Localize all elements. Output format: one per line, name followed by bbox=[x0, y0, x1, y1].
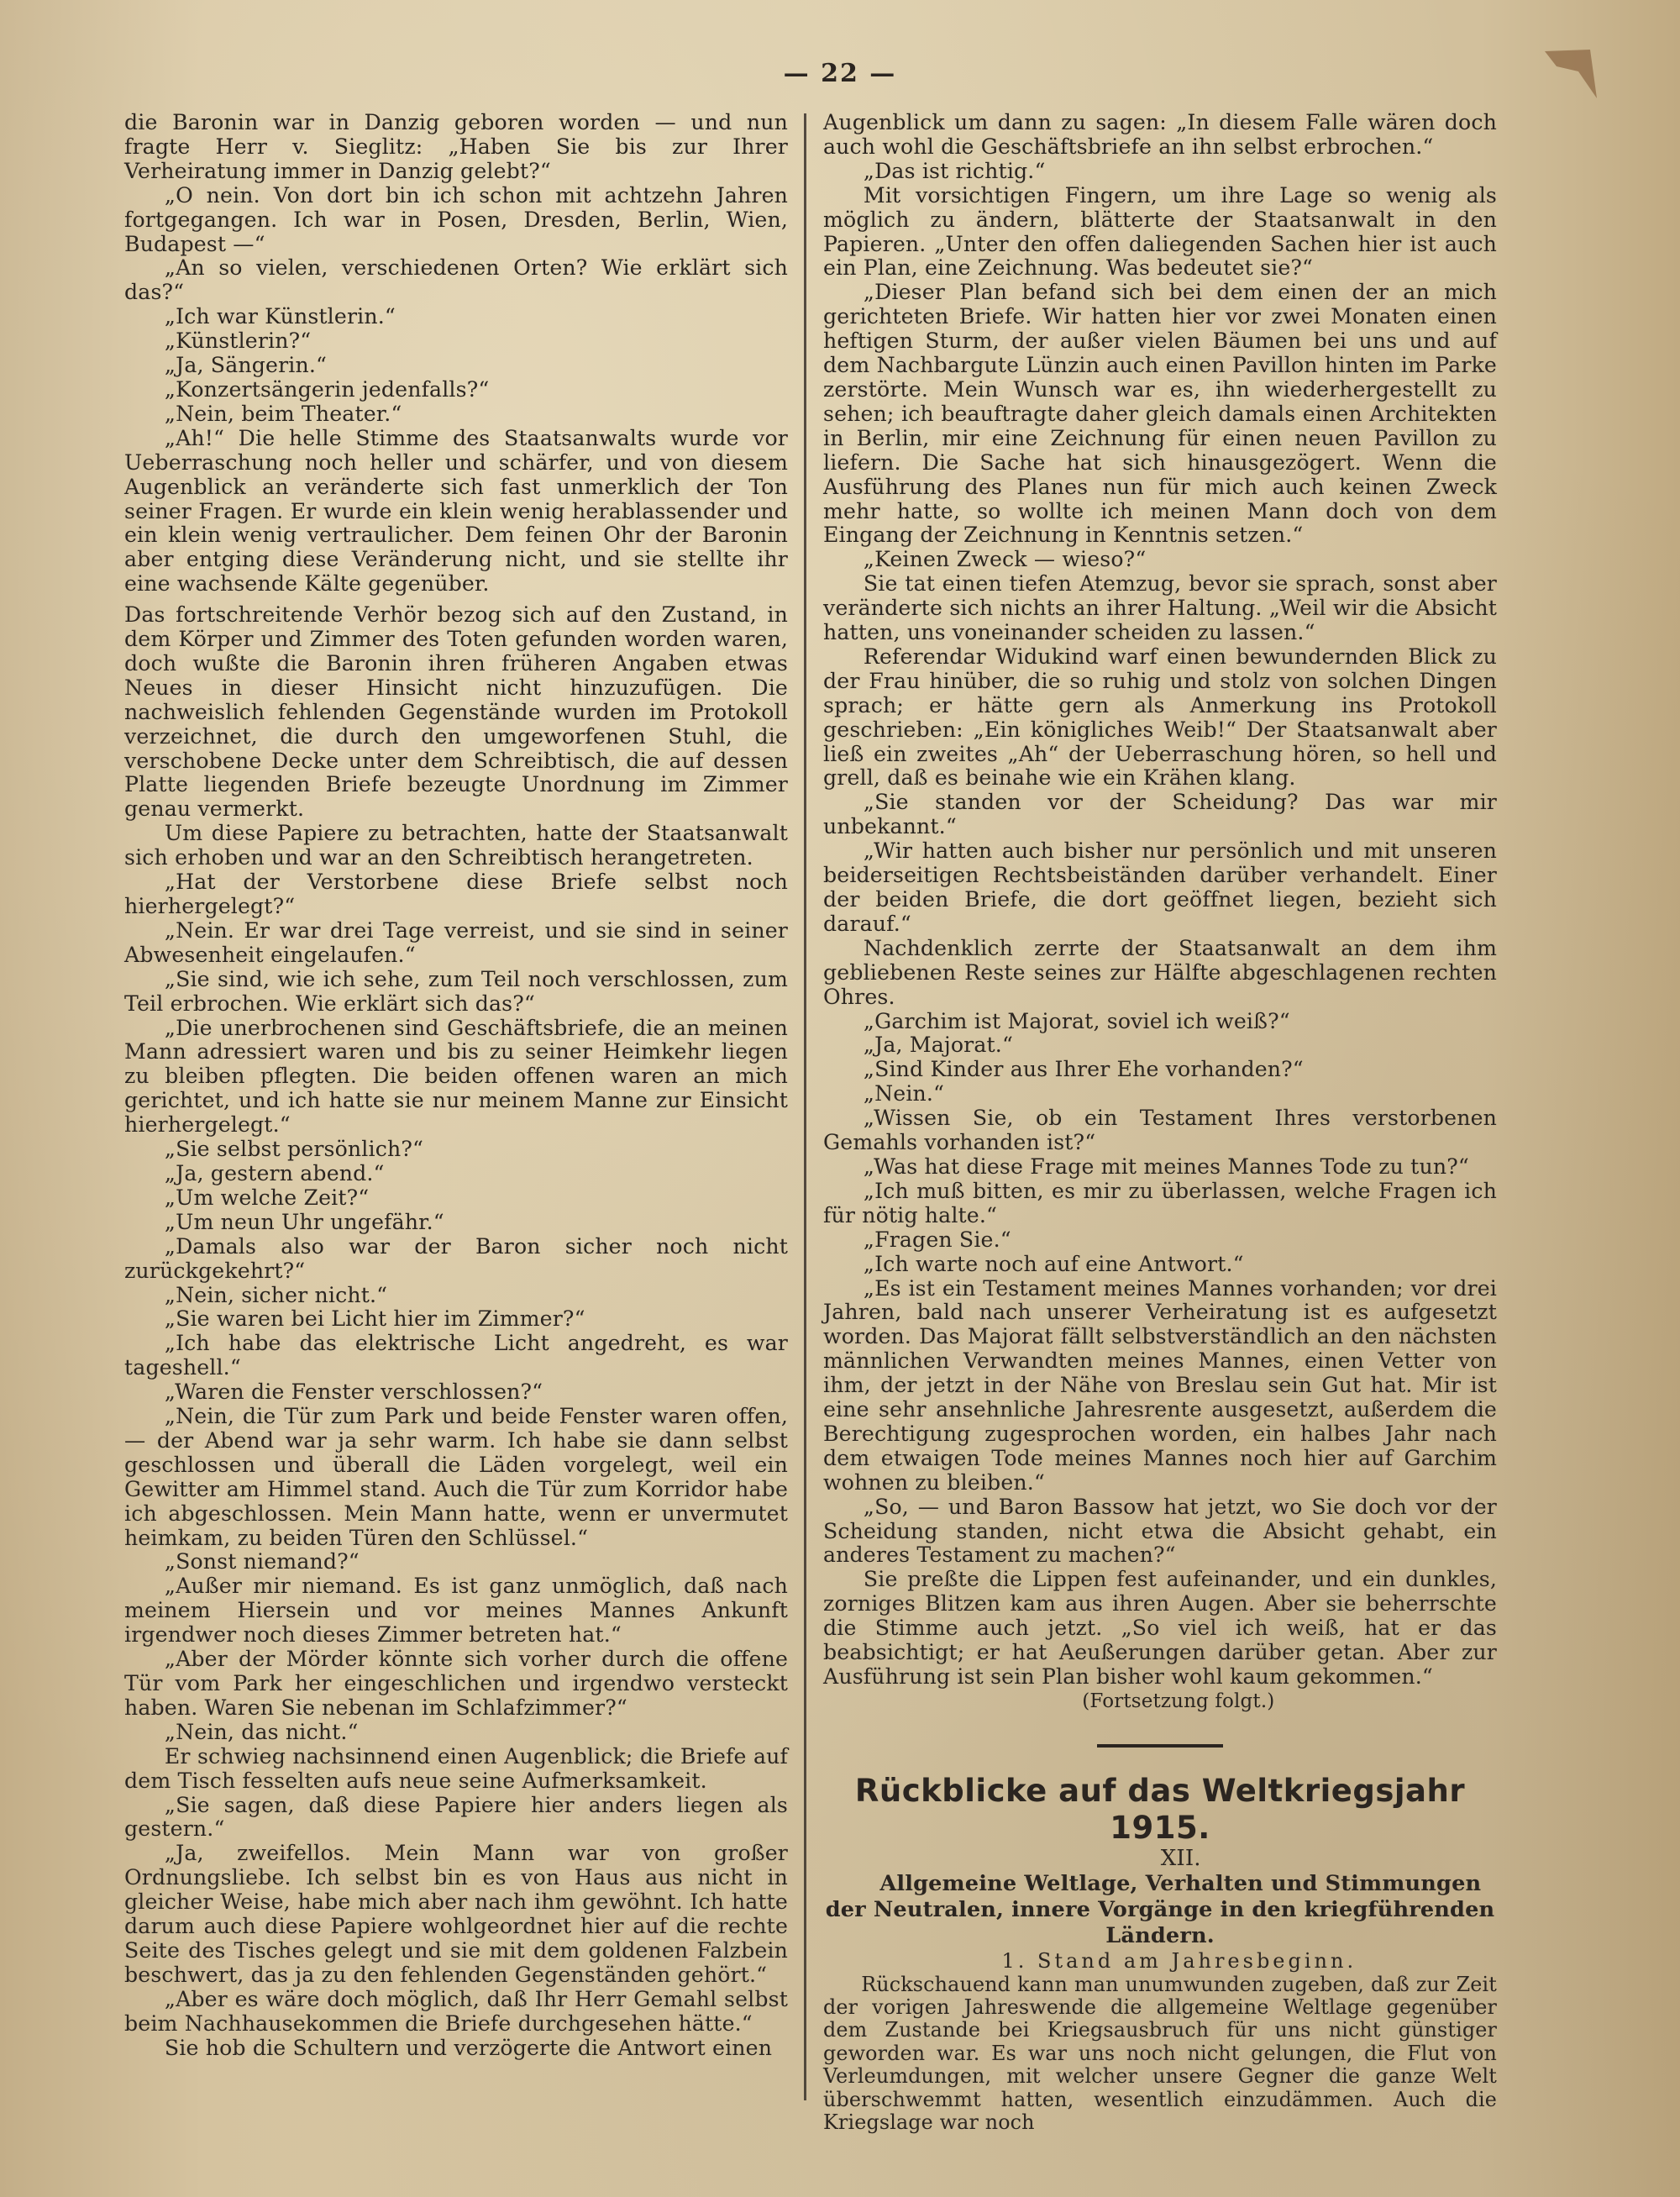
paragraph: „Fragen Sie.“ bbox=[863, 1227, 1011, 1252]
paragraph: „Ja, Sängerin.“ bbox=[164, 353, 328, 378]
paragraph: „Nein, das nicht.“ bbox=[164, 1719, 359, 1744]
paragraph: „Um welche Zeit?“ bbox=[164, 1185, 370, 1210]
paragraph: „Ja, zweifellos. Mein Mann war von großer Ordnungsliebe. Ich selbst bin es von Haus aus nicht in gleicher Weise, habe mich aber nach ihm gewöhnt. Ich hatte darum auch diese Papiere wohlgeordnet hier auf die rechte Seite des Tisches gelegt und sie mit dem goldenen Falzbein beschwert, das ja zu den fehlenden Gegenständen gehört.“ bbox=[124, 1841, 788, 1987]
paragraph: „Garchim ist Majorat, soviel ich weiß?“ bbox=[863, 1008, 1290, 1033]
paragraph: „Um neun Uhr ungefähr.“ bbox=[164, 1209, 444, 1234]
paragraph: Mit vorsichtigen Fingern, um ihre Lage so wenig als möglich zu ändern, blätterte der Staatsanwalt in den Papieren. „Unter den offen daliegenden Sachen hier ist auch ein Plan, eine Zeichnung. Was bedeutet sie?“ bbox=[823, 182, 1497, 281]
paragraph: „Sind Kinder aus Ihrer Ehe vorhanden?“ bbox=[863, 1057, 1304, 1082]
paragraph: „Sie standen vor der Scheidung? Das war mir unbekannt.“ bbox=[823, 790, 1497, 839]
article-numeral: XII. bbox=[1160, 1845, 1201, 1871]
section-separator bbox=[1097, 1744, 1223, 1748]
right-column bbox=[823, 111, 1497, 2134]
paragraph: „Sie selbst persönlich?“ bbox=[164, 1137, 424, 1162]
paragraph: „Nein.“ bbox=[863, 1081, 945, 1106]
paragraph: „Außer mir niemand. Es ist ganz unmöglich, daß nach meinem Hiersein und vor meines Mannes Ankunft irgendwer noch dieses Zimmer betreten hat.“ bbox=[124, 1574, 788, 1648]
paragraph: „Sie sagen, daß diese Papiere hier anders liegen als gestern.“ bbox=[124, 1792, 788, 1842]
paragraph: „Damals also war der Baron sicher noch nicht zurückgekehrt?“ bbox=[124, 1233, 788, 1283]
paragraph: „So, — und Baron Bassow hat jetzt, wo Sie doch vor der Scheidung standen, nicht etwa die Absicht gehabt, ein anderes Testament zu machen?“ bbox=[823, 1494, 1497, 1568]
paragraph: die Baronin war in Danzig geboren worden — und nun fragte Herr v. Sieglitz: „Haben Sie bis zur Ihrer Verheiratung immer in Danzig gelebt?“ bbox=[124, 110, 788, 183]
paragraph: „Sonst niemand?“ bbox=[164, 1549, 360, 1574]
paragraph: Das fortschreitende Verhör bezog sich auf den Zustand, in dem Körper und Zimmer des Toten gefunden worden waren, doch wußte die Baronin ihren früheren Angaben etwas Neues in dieser Hinsicht nicht hinzuzufügen. Die nachweislich fehlenden Gegenstände wurden im Protokoll verzeichnet, die durch den umgeworfenen Stuhl, die verschobene Decke unter dem Schreibtisch, die auf dessen Platte liegenden Briefe bezeugte Unordnung im Zimmer genau vermerkt. bbox=[124, 602, 788, 822]
paragraph: „Das ist richtig.“ bbox=[863, 158, 1046, 183]
paragraph: Er schwieg nachsinnend einen Augenblick; die Briefe auf dem Tisch fesselten aufs neue seine Aufmerksamkeit. bbox=[124, 1743, 788, 1793]
paragraph: Um diese Papiere zu betrachten, hatte der Staatsanwalt sich erhoben und war an den Schreibtisch herangetreten. bbox=[124, 821, 788, 870]
paragraph: Sie tat einen tiefen Atemzug, bevor sie sprach, sonst aber veränderte sich nichts an ihrer Haltung. „Weil wir die Absicht hatten, uns voneinander scheiden zu lassen.“ bbox=[823, 571, 1497, 645]
paragraph: „Sie sind, wie ich sehe, zum Teil noch verschlossen, zum Teil erbrochen. Wie erklärt sich das?“ bbox=[124, 966, 788, 1016]
article-title: Rückblicke auf das Weltkriegsjahr 1915. bbox=[854, 1772, 1466, 1846]
column-divider bbox=[804, 113, 806, 2100]
paragraph: Augenblick um dann zu sagen: „In diesem Falle wären doch auch wohl die Geschäftsbriefe an ihn selbst erbrochen.“ bbox=[823, 110, 1497, 159]
paragraph: „Künstlerin?“ bbox=[164, 328, 312, 354]
paragraph: „Die unerbrochenen sind Geschäftsbriefe, die an meinen Mann adressiert waren und bis zu seiner Heimkehr liegen zu bleiben pflegten. Die beiden offenen waren an mich gerichtet, und ich hatte sie nur meinem Manne zur Einsicht hierhergelegt.“ bbox=[124, 1015, 788, 1138]
torn-corner-mark bbox=[1541, 46, 1600, 105]
continuation-note: (Fortsetzung folgt.) bbox=[1082, 1690, 1275, 1712]
paragraph: Sie preßte die Lippen fest aufeinander, und ein dunkles, zorniges Blitzen kam aus ihren Augen. Aber sie beherrschte die Stimme auch jetzt. „So viel ich weiß, hat er das beabsichtigt; er hat Aeußerungen darüber getan. Aber zur Ausführung ist sein Plan bisher wohl kaum gekommen.“ bbox=[823, 1567, 1497, 1689]
paragraph: „Ich muß bitten, es mir zu überlassen, welche Fragen ich für nötig halte.“ bbox=[823, 1178, 1497, 1227]
paragraph: „Keinen Zweck — wieso?“ bbox=[863, 547, 1147, 572]
paragraph: „Wissen Sie, ob ein Testament Ihres verstorbenen Gemahls vorhanden ist?“ bbox=[823, 1106, 1497, 1155]
paragraph: „Wir hatten auch bisher nur persönlich und mit unseren beiderseitigen Rechtsbeiständen darüber verhandelt. Einer der beiden Briefe, die dort geöffnet liegen, bezieht sich darauf.“ bbox=[823, 838, 1497, 936]
paragraph: „Ich war Künstlerin.“ bbox=[164, 304, 396, 329]
paragraph: Nachdenklich zerrte der Staatsanwalt an dem ihm gebliebenen Reste seines zur Hälfte abgeschlagenen rechten Ohres. bbox=[823, 935, 1497, 1009]
paragraph: „Konzertsängerin jedenfalls?“ bbox=[164, 376, 490, 402]
paragraph: „Hat der Verstorbene diese Briefe selbst noch hierhergelegt?“ bbox=[124, 870, 788, 918]
paragraph: „Waren die Fenster verschlossen?“ bbox=[164, 1380, 543, 1405]
paragraph: „Ich habe das elektrische Licht angedreht, es war tageshell.“ bbox=[124, 1331, 788, 1380]
left-column bbox=[124, 111, 788, 2061]
paragraph: „Ah!“ Die helle Stimme des Staatsanwalts wurde vor Ueberraschung noch heller und schärfer, und von diesem Augenblick an veränderte sich fast unmerklich der Ton seiner Fragen. Er wurde ein klein wenig herablassender und ein klein wenig vertraulicher. Dem feinen Ohr der Baronin aber entging diese Veränderung nicht, und sie stellte ihr eine wachsende Kälte gegenüber. bbox=[124, 425, 788, 597]
article-body: Rückschauend kann man unumwunden zugeben, daß zur Zeit der vorigen Jahreswende die allgemeine Weltlage gegenüber dem Zustande bei Kriegsausbruch für uns nicht günstiger geworden war. Es war uns noch nicht gelungen, die Flut von Verleumdungen, mit welcher unsere Gegner die ganze Welt überschwemmt hatten, wesentlich einzudämmen. Auch die Kriegslage war noch bbox=[823, 1972, 1497, 2135]
paragraph: „Ich warte noch auf eine Antwort.“ bbox=[863, 1251, 1244, 1276]
paragraph: „Nein. Er war drei Tage verreist, und sie sind in seiner Abwesenheit eingelaufen.“ bbox=[124, 917, 788, 967]
paragraph: „Ja, gestern abend.“ bbox=[164, 1160, 385, 1185]
paragraph: „Es ist ein Testament meines Mannes vorhanden; vor drei Jahren, bald nach unserer Verheiratung ist es aufgesetzt worden. Das Majorat fällt selbstverständlich an den nächsten männlichen Verwandten meines Mannes, einen Vetter von ihm, der jetzt in der Nähe von Breslau sein Gut hat. Mir ist eine sehr ansehnliche Jahresrente ausgesetzt, außerdem die Berechtigung zugesprochen worden, ein halbes Jahr nach dem etwaigen Tode meines Mannes noch hier auf Garchim wohnen zu bleiben.“ bbox=[823, 1275, 1497, 1495]
paragraph: „Aber der Mörder könnte sich vorher durch die offene Tür vom Park her eingeschlichen und irgendwo versteckt haben. Waren Sie nebenan im Schlafzimmer?“ bbox=[124, 1647, 788, 1720]
paragraph: „Nein, die Tür zum Park und beide Fenster waren offen, — der Abend war ja sehr warm. Ich habe sie dann selbst geschlossen und überall die Läden vorgelegt, weil ein Gewitter am Himmel stand. Auch die Tür zum Korridor habe ich abgeschlossen. Mein Mann hatte, wenn er unvermutet heimkam, zu beiden Türen den Schlüssel.“ bbox=[124, 1404, 788, 1550]
section-heading: 1. Stand am Jahresbeginn. bbox=[1001, 1948, 1357, 1973]
paragraph: „Nein, sicher nicht.“ bbox=[164, 1282, 388, 1307]
paragraph: Referendar Widukind warf einen bewundernden Blick zu der Frau hinüber, die so ruhig und stolz von solchen Dingen sprach; er hätte gern als Anmerkung ins Protokoll geschrieben: „Ein königliches Weib!“ Der Staatsanwalt aber ließ ein zweites „Ah“ der Ueberraschung hören, so hell und grell, daß es beinahe wie ein Krähen klang. bbox=[823, 644, 1497, 791]
paragraph: „Was hat diese Frage mit meines Mannes Tode zu tun?“ bbox=[863, 1154, 1469, 1179]
paragraph: „Sie waren bei Licht hier im Zimmer?“ bbox=[164, 1306, 585, 1332]
article-subtitle: Allgemeine Weltlage, Verhalten und Stimmungen der Neutralen, innere Vorgänge in den kriegführenden Ländern. bbox=[825, 1870, 1495, 1948]
page-number: — 22 — bbox=[783, 59, 897, 88]
paragraph: „Ja, Majorat.“ bbox=[863, 1033, 1013, 1058]
story-continuation-text bbox=[823, 111, 1497, 1690]
paragraph: „Nein, beim Theater.“ bbox=[164, 401, 402, 426]
paragraph: „Aber es wäre doch möglich, daß Ihr Herr Gemahl selbst beim Nachhausekommen die Briefe durchgesehen hätte.“ bbox=[124, 1986, 788, 2036]
paragraph: „O nein. Von dort bin ich schon mit achtzehn Jahren fortgegangen. Ich war in Posen, Dresden, Berlin, Wien, Budapest —“ bbox=[124, 182, 788, 256]
paragraph: „Dieser Plan befand sich bei dem einen der an mich gerichteten Briefe. Wir hatten hier vor zwei Monaten einen heftigen Sturm, der außer vielen Bäumen bei uns und auf dem Nachbargute Lünzin auch einen Pavillon hinten im Parke zerstörte. Mein Wunsch war es, ihn wiederhergestellt zu sehen; ich beauftragte daher gleich damals einen Architekten in Berlin, mir eine Zeichnung für einen neuen Pavillon zu liefern. Die Sache hat sich hinausgezögert. Wenn die Ausführung des Planes nun für mich auch keinen Zweck mehr hatte, so wollte ich meinen Mann doch von dem Eingang der Zeichnung in Kenntnis setzen.“ bbox=[823, 280, 1497, 548]
paragraph: „An so vielen, verschiedenen Orten? Wie erklärt sich das?“ bbox=[124, 255, 788, 305]
paragraph: Sie hob die Schultern und verzögerte die Antwort einen bbox=[164, 2035, 773, 2060]
